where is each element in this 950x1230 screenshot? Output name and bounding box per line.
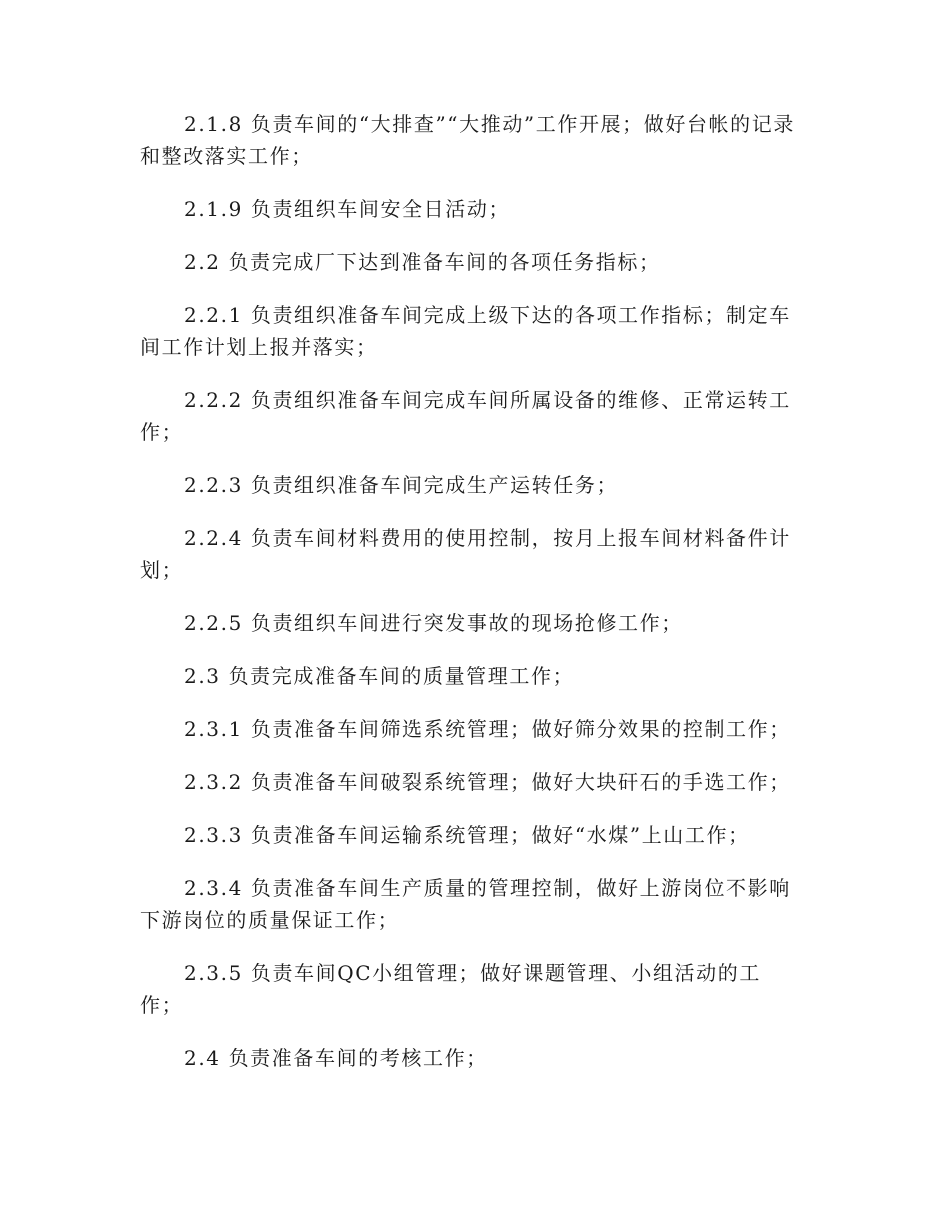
paragraph-2-2-2: 2.2.2 负责组织准备车间完成车间所属设备的维修、正常运转工作； xyxy=(140,388,791,444)
document-body xyxy=(140,108,800,1095)
paragraph-2-2-4: 2.2.4 负责车间材料费用的使用控制，按月上报车间材料备件计划； xyxy=(140,526,791,582)
paragraph-2-3-1: 2.3.1 负责准备车间筛选系统管理；做好筛分效果的控制工作； xyxy=(184,717,791,741)
paragraph-2-3-5: 2.3.5 负责车间QC小组管理；做好课题管理、小组活动的工作； xyxy=(140,961,761,1017)
paragraph-2-2-1: 2.2.1 负责组织准备车间完成上级下达的各项工作指标；制定车间工作计划上报并落实； xyxy=(140,303,791,359)
paragraph-2-2-5: 2.2.5 负责组织车间进行突发事故的现场抢修工作； xyxy=(184,611,683,635)
paragraph-2-4: 2.4 负责准备车间的考核工作； xyxy=(184,1046,488,1070)
paragraph-2-3-2: 2.3.2 负责准备车间破裂系统管理；做好大块矸石的手选工作； xyxy=(184,770,791,794)
paragraph-2-3: 2.3 负责完成准备车间的质量管理工作； xyxy=(184,664,575,688)
paragraph-2-2-3: 2.2.3 负责组织准备车间完成生产运转任务； xyxy=(184,473,619,497)
paragraph-2-1-9: 2.1.9 负责组织车间安全日活动； xyxy=(184,197,511,221)
paragraph-2-3-4: 2.3.4 负责准备车间生产质量的管理控制，做好上游岗位不影响下游岗位的质量保证工作； xyxy=(140,876,791,932)
paragraph-2-1-8: 2.1.8 负责车间的“大排查”“大推动”工作开展；做好台帐的记录和整改落实工作； xyxy=(140,112,795,168)
paragraph-2-2: 2.2 负责完成厂下达到准备车间的各项任务指标； xyxy=(184,250,661,274)
paragraph-2-3-3: 2.3.3 负责准备车间运输系统管理；做好“水煤”上山工作； xyxy=(184,823,750,847)
